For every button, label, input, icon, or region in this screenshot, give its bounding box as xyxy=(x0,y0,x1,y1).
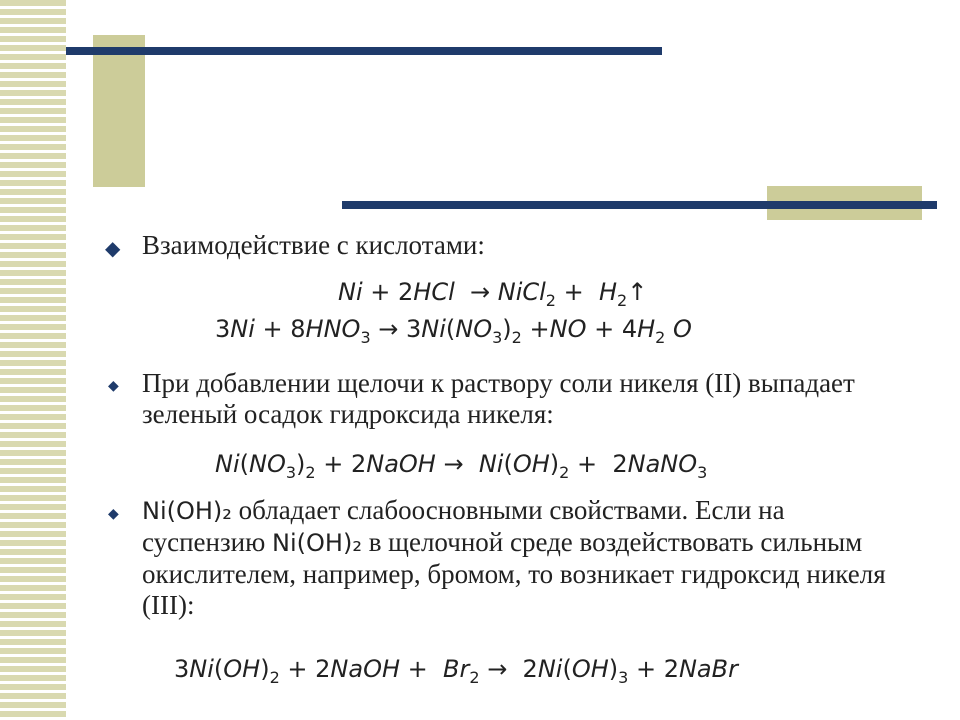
navy-line-middle xyxy=(342,201,937,209)
equation-ni-naoh: $Ni(NO_3)_2$ + 2NaOH → $Ni(OH)_2$ + 2NaNO$_3$ xyxy=(215,450,708,482)
left-stripe-decoration xyxy=(0,0,66,720)
bullet-text-part2: в щелочной среде воздействовать сильным окислителем, например, бромом, то возникает гидроксид никеля (III): xyxy=(142,527,886,620)
equation-ni-hcl: Ni + 2HCl → NiCl$_2$ + $H_2↑$ xyxy=(338,278,648,310)
formula-ni-oh2: Ni(OH)₂ xyxy=(142,497,232,525)
bullet-diamond-icon: ◆ xyxy=(108,379,119,394)
equation-ni-hno3: $3Ni + 8HNO_3 \to 3Ni(NO_3)_2 +NO + 4H_2$ O xyxy=(215,315,692,347)
navy-line-top xyxy=(66,47,662,55)
bullet-weak-base xyxy=(142,495,912,621)
equation-ni-br2: $3Ni(OH)_2$ + 2NaOH + $Br_2 \to 2Ni(OH)_3$ + 2NaBr xyxy=(174,655,738,687)
bullet-acids: Взаимодействие с кислотами: xyxy=(142,230,485,260)
bullet-text-part1: обладает слабоосновными свойствами. Если на суспензию xyxy=(142,495,785,557)
bullet-diamond-icon: ◆ xyxy=(108,507,119,522)
bullet-alkali: При добавлении щелочи к раствору соли никеля (II) выпадает зеленый осадок гидроксида никеля: xyxy=(142,368,855,429)
formula-ni-oh2-inline: Ni(OH)₂ xyxy=(272,529,362,557)
olive-block-top xyxy=(93,35,145,187)
bullet-diamond-icon: ◆ xyxy=(105,238,121,260)
